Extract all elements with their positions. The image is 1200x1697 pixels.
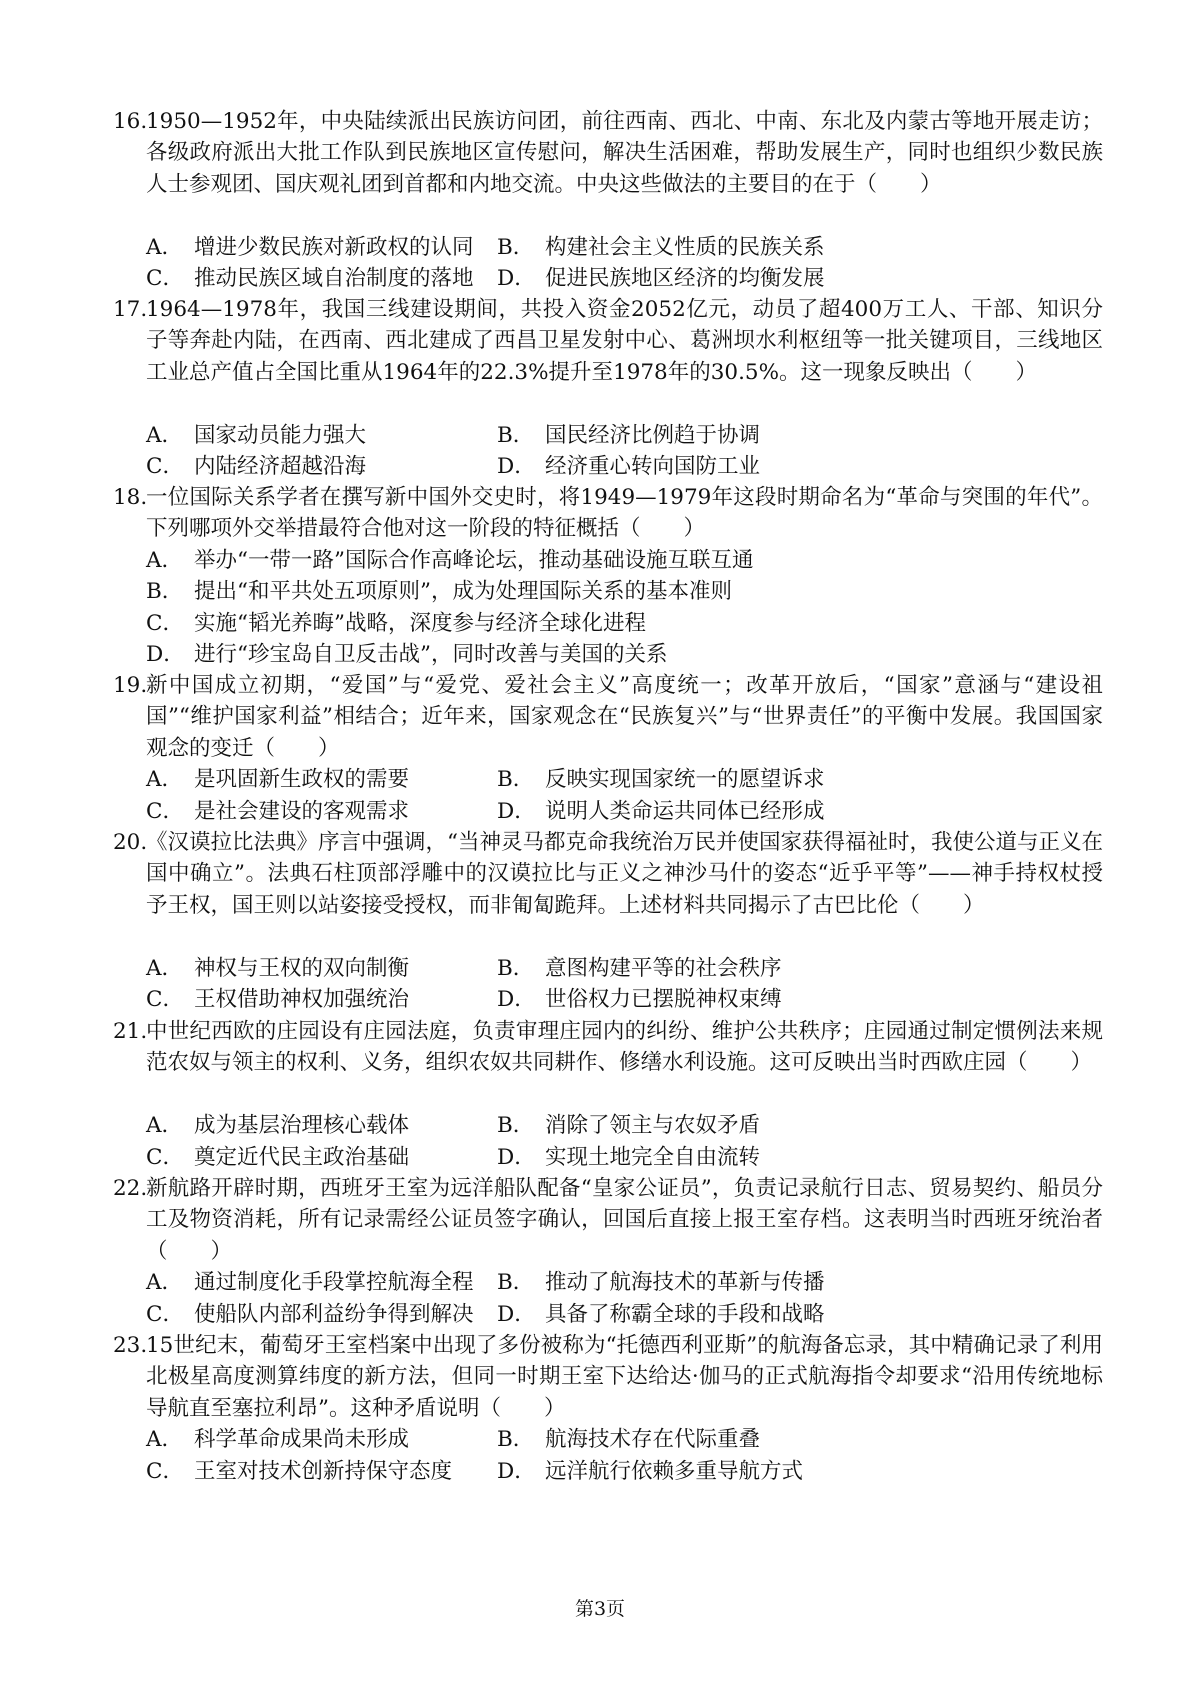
option-letter: B． <box>497 1270 535 1296</box>
option-letter: B． <box>497 955 535 981</box>
option-letter: C． <box>146 798 184 824</box>
question-stem: 一位国际关系学者在撰写新中国外交史时，将1949—1979年这段时期命名为“革命与突围的年代”。下列哪项外交举措最符合他对这一阶段的特征概括（ ） <box>146 485 1103 542</box>
option-text: 是社会建设的客观需求 <box>194 798 410 824</box>
page-number: 第3页 <box>574 1598 626 1620</box>
option-b[interactable] <box>146 576 732 607</box>
option-text: 使船队内部利益纷争得到解决 <box>194 1301 474 1327</box>
option-text: 推动民族区域自治制度的落地 <box>194 265 474 291</box>
option-text: 说明人类命运共同体已经形成 <box>545 798 825 824</box>
option-c[interactable] <box>146 451 366 482</box>
question-18 <box>113 482 1103 670</box>
question-stem: 新航路开辟时期，西班牙王室为远洋船队配备“皇家公证员”，负责记录航行日志、贸易契约、船员分工及物资消耗，所有记录需经公证员签字确认，回国后直接上报王室存档。这表明当时西班牙统治者（ ） <box>146 1176 1103 1264</box>
option-text: 世俗权力已摆脱神权束缚 <box>545 986 782 1012</box>
option-letter: A． <box>146 234 184 260</box>
options <box>113 764 1103 827</box>
option-a[interactable] <box>146 1267 474 1298</box>
option-letter: C． <box>146 1301 184 1327</box>
option-text: 进行“珍宝岛自卫反击战”，同时改善与美国的关系 <box>194 641 668 667</box>
option-text: 实施“韬光养晦”战略，深度参与经济全球化进程 <box>194 610 646 636</box>
question-number: 20. <box>113 830 148 855</box>
option-letter: C． <box>146 1144 184 1170</box>
option-text: 远洋航行依赖多重导航方式 <box>545 1458 804 1484</box>
option-text: 国民经济比例趋于协调 <box>545 422 761 448</box>
question-number: 17. <box>113 297 148 322</box>
option-a[interactable] <box>146 232 474 263</box>
question-number: 18. <box>113 485 148 510</box>
option-text: 王权借助神权加强统治 <box>194 986 410 1012</box>
question-stem: 1964—1978年，我国三线建设期间，共投入资金2052亿元，动员了超400万工人、干部、知识分子等奔赴内陆，在西南、西北建成了西昌卫星发射中心、葛洲坝水利枢纽等一批关键项目，三线地区工业总产值占全国比重从1964年的22.3%提升至1978年的30.5%。这一现象反映出（ ） <box>146 297 1103 385</box>
option-letter: B． <box>497 1427 535 1453</box>
option-a[interactable] <box>146 764 409 795</box>
question-number: 22. <box>113 1176 148 1201</box>
option-text: 内陆经济超越沿海 <box>194 453 367 479</box>
option-d[interactable] <box>497 263 825 294</box>
option-letter: C． <box>146 1458 184 1484</box>
option-letter: A． <box>146 422 184 448</box>
options <box>113 1267 1103 1330</box>
question-17 <box>113 294 1103 482</box>
option-text: 消除了领主与农奴矛盾 <box>545 1113 761 1139</box>
option-text: 促进民族地区经济的均衡发展 <box>545 265 825 291</box>
option-letter: D． <box>497 798 536 824</box>
option-letter: B． <box>497 767 535 793</box>
option-text: 增进少数民族对新政权的认同 <box>194 234 474 260</box>
option-d[interactable] <box>497 1299 825 1330</box>
option-d[interactable] <box>497 1142 760 1173</box>
question-stem: 15世纪末，葡萄牙王室档案中出现了多份被称为“托德西利亚斯”的航海备忘录，其中精确记录了利用北极星高度测算纬度的新方法，但同一时期王室下达给达·伽马的正式航海指令却要求“沿用传统地标导航直至塞拉利昂”。这种矛盾说明（ ） <box>146 1333 1103 1421</box>
option-letter: A． <box>146 955 184 981</box>
option-b[interactable] <box>497 764 825 795</box>
option-c[interactable] <box>146 1456 452 1487</box>
option-text: 反映实现国家统一的愿望诉求 <box>545 767 825 793</box>
option-d[interactable] <box>146 639 668 670</box>
question-number: 21. <box>113 1019 148 1044</box>
option-letter: B． <box>146 579 184 605</box>
option-text: 推动了航海技术的革新与传播 <box>545 1270 825 1296</box>
option-b[interactable] <box>497 1267 825 1298</box>
option-letter: B． <box>497 422 535 448</box>
option-letter: C． <box>146 265 184 291</box>
options <box>113 1424 1103 1487</box>
option-letter: C． <box>146 453 184 479</box>
option-letter: A． <box>146 1113 184 1139</box>
option-letter: D． <box>497 1144 536 1170</box>
question-stem: 中世纪西欧的庄园设有庄园法庭，负责审理庄园内的纠纷、维护公共秩序；庄园通过制定惯例法来规范农奴与领主的权利、义务，组织农奴共同耕作、修缮水利设施。这可反映出当时西欧庄园（ ） <box>146 1019 1103 1076</box>
option-c[interactable] <box>146 1299 474 1330</box>
question-23 <box>113 1330 1103 1487</box>
question-stem: 1950—1952年，中央陆续派出民族访问团，前往西南、西北、中南、东北及内蒙古等地开展走访；各级政府派出大批工作队到民族地区宣传慰问，解决生活困难，帮助发展生产，同时也组织少数民族人士参观团、国庆观礼团到首都和内地交流。中央这些做法的主要目的在于（ ） <box>146 109 1103 197</box>
option-letter: D． <box>497 1301 536 1327</box>
option-c[interactable] <box>146 263 474 294</box>
option-text: 奠定近代民主政治基础 <box>194 1144 410 1170</box>
question-stem: 《汉谟拉比法典》序言中强调，“当神灵马都克命我统治万民并使国家获得福祉时，我使公道与正义在国中确立”。法典石柱顶部浮雕中的汉谟拉比与正义之神沙马什的姿态“近乎平等”——神手持权杖授予王权，国王则以站姿接受授权，而非匍匐跪拜。上述材料共同揭示了古巴比伦（ ） <box>146 830 1103 918</box>
option-a[interactable] <box>146 420 366 451</box>
option-text: 提出“和平共处五项原则”，成为处理国际关系的基本准则 <box>194 579 732 605</box>
question-16 <box>113 106 1103 294</box>
options <box>113 232 1103 295</box>
option-c[interactable] <box>146 796 409 827</box>
option-d[interactable] <box>497 451 760 482</box>
question-number: 23. <box>113 1333 148 1358</box>
option-letter: D． <box>497 1458 536 1484</box>
option-c[interactable] <box>146 984 409 1015</box>
option-letter: D． <box>497 986 536 1012</box>
option-b[interactable] <box>497 953 782 984</box>
option-d[interactable] <box>497 796 825 827</box>
option-text: 是巩固新生政权的需要 <box>194 767 410 793</box>
option-letter: A． <box>146 1427 184 1453</box>
option-text: 举办“一带一路”国际合作高峰论坛，推动基础设施互联互通 <box>194 547 754 573</box>
option-letter: A． <box>146 547 184 573</box>
option-a[interactable] <box>146 1424 409 1455</box>
option-b[interactable] <box>497 420 760 451</box>
option-letter: C． <box>146 610 184 636</box>
option-b[interactable] <box>497 1424 760 1455</box>
options <box>113 420 1103 483</box>
option-text: 构建社会主义性质的民族关系 <box>545 234 825 260</box>
option-text: 航海技术存在代际重叠 <box>545 1427 761 1453</box>
option-text: 实现土地完全自由流转 <box>545 1144 761 1170</box>
option-a[interactable] <box>146 953 409 984</box>
option-text: 神权与王权的双向制衡 <box>194 955 410 981</box>
option-d[interactable] <box>497 984 782 1015</box>
option-text: 科学革命成果尚未形成 <box>194 1427 410 1453</box>
option-letter: D． <box>497 453 536 479</box>
option-b[interactable] <box>497 232 825 263</box>
option-a[interactable] <box>146 545 754 576</box>
option-d[interactable] <box>497 1456 803 1487</box>
option-c[interactable] <box>146 1142 409 1173</box>
option-letter: B． <box>497 1113 535 1139</box>
question-19 <box>113 670 1103 827</box>
option-letter: D． <box>146 641 185 667</box>
option-text: 王室对技术创新持保守态度 <box>194 1458 453 1484</box>
option-letter: A． <box>146 1270 184 1296</box>
option-letter: C． <box>146 986 184 1012</box>
option-text: 经济重心转向国防工业 <box>545 453 761 479</box>
option-c[interactable] <box>146 608 646 639</box>
options <box>113 545 1103 671</box>
option-text: 具备了称霸全球的手段和战略 <box>545 1301 825 1327</box>
question-21 <box>113 1016 1103 1173</box>
options <box>113 953 1103 1016</box>
option-text: 通过制度化手段掌控航海全程 <box>194 1270 474 1296</box>
option-letter: A． <box>146 767 184 793</box>
option-text: 意图构建平等的社会秩序 <box>545 955 782 981</box>
options <box>113 1110 1103 1173</box>
option-letter: B． <box>497 234 535 260</box>
question-stem: 新中国成立初期，“爱国”与“爱党、爱社会主义”高度统一；改革开放后，“国家”意涵与“建设祖国”“维护国家利益”相结合；近年来，国家观念在“民族复兴”与“世界责任”的平衡中发展。我国国家观念的变迁（ ） <box>146 673 1103 761</box>
question-22 <box>113 1173 1103 1330</box>
option-text: 国家动员能力强大 <box>194 422 367 448</box>
option-a[interactable] <box>146 1110 409 1141</box>
option-text: 成为基层治理核心载体 <box>194 1113 410 1139</box>
option-letter: D． <box>497 265 536 291</box>
question-20 <box>113 827 1103 1015</box>
question-number: 19. <box>113 673 148 698</box>
question-number: 16. <box>113 109 148 134</box>
option-b[interactable] <box>497 1110 760 1141</box>
